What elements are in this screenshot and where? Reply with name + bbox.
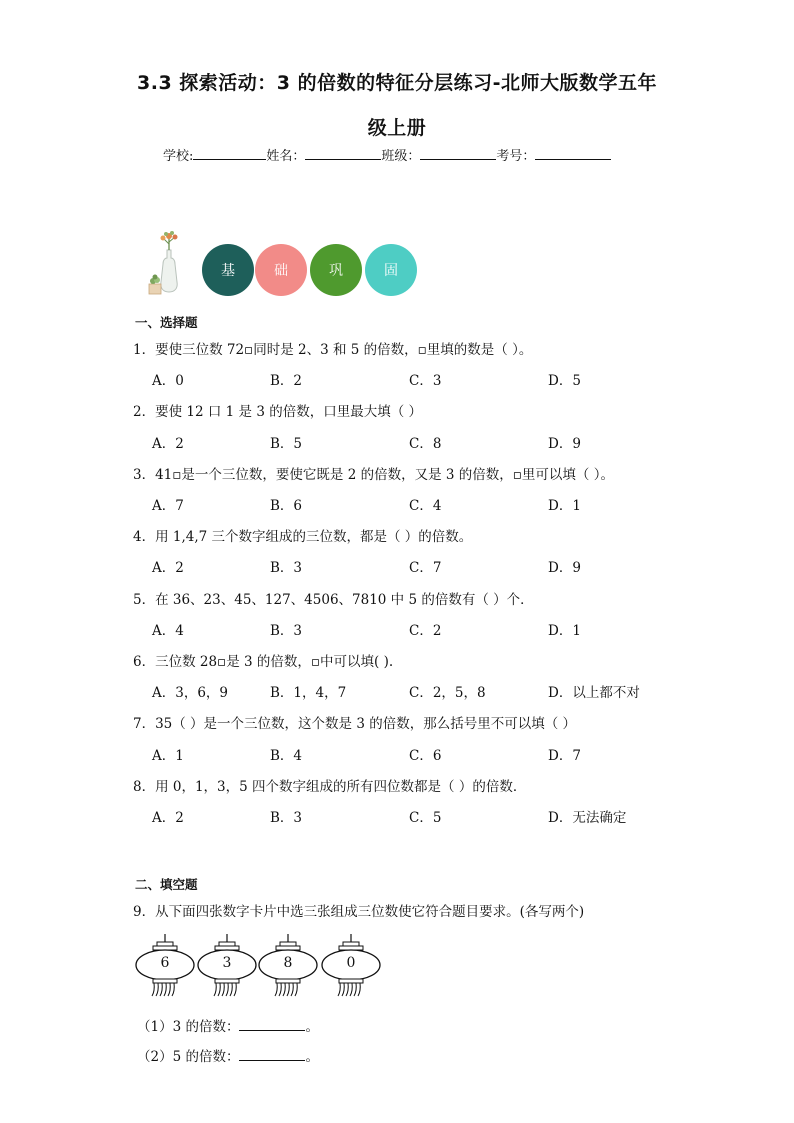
q3-option-c[interactable]: C．4 <box>409 498 442 514</box>
q6-option-d[interactable]: D．以上都不对 <box>548 685 640 701</box>
q9-sub-1-end: 。 <box>305 1019 319 1035</box>
card-digit: 8 <box>283 955 293 971</box>
banner-circle-3: 巩 <box>310 244 362 296</box>
question-8: 8．用 0，1，3，5 四个数字组成的所有四位数都是（ ）的倍数． <box>133 779 527 795</box>
lantern-card-2 <box>196 934 258 998</box>
q8-option-d[interactable]: D．无法确定 <box>548 810 627 826</box>
q2-option-d[interactable]: D．9 <box>548 436 581 452</box>
school-label: 学校: <box>163 149 194 164</box>
card-digit: 0 <box>346 955 356 971</box>
banner-circle-1: 基 <box>202 244 254 296</box>
q9-sub-1-label: （1）3 的倍数： <box>137 1019 240 1035</box>
card-digit: 3 <box>222 955 232 971</box>
question-1: 1．要使三位数 72▫同时是 2、3 和 5 的倍数，▫里填的数是（ ）。 <box>133 342 533 358</box>
q9-sub-2-end: 。 <box>305 1049 319 1065</box>
q8-option-c[interactable]: C．5 <box>409 810 442 826</box>
q5-option-b[interactable]: B．3 <box>270 623 303 639</box>
q4-option-a[interactable]: A．2 <box>152 560 184 576</box>
q5-option-a[interactable]: A．4 <box>152 623 184 639</box>
q6-option-a[interactable]: A．3，6，9 <box>152 685 229 701</box>
page-title: 3.3 探索活动：3 的倍数的特征分层练习-北师大版数学五年 <box>137 72 657 94</box>
q9-sub-2-label: （2）5 的倍数： <box>137 1049 240 1065</box>
banner-circle-4: 固 <box>365 244 417 296</box>
question-2: 2．要使 12 口 1 是 3 的倍数，口里最大填（ ） <box>133 404 422 420</box>
q2-option-c[interactable]: C．8 <box>409 436 442 452</box>
lantern-card-4 <box>320 934 382 998</box>
question-5: 5．在 36、23、45、127、4506、7810 中 5 的倍数有（ ）个． <box>133 592 534 608</box>
question-6: 6．三位数 28▫是 3 的倍数，▫中可以填( ). <box>133 654 394 670</box>
q6-option-b[interactable]: B．1，4，7 <box>270 685 347 701</box>
class-blank[interactable] <box>420 145 496 160</box>
student-info <box>163 145 611 164</box>
question-3: 3．41▫是一个三位数，要使它既是 2 的倍数，又是 3 的倍数，▫里可以填（ ）。 <box>133 467 614 483</box>
q3-option-b[interactable]: B．6 <box>270 498 303 514</box>
q7-option-d[interactable]: D．7 <box>548 748 581 764</box>
banner-circle-2: 础 <box>255 244 307 296</box>
lantern-card-1 <box>134 934 196 998</box>
q8-option-a[interactable]: A．2 <box>152 810 184 826</box>
section-heading-fill: 二、填空题 <box>135 877 198 892</box>
q9-sub-2-blank[interactable] <box>239 1046 305 1061</box>
page-title-line2: 级上册 <box>367 117 427 139</box>
number-label: 考号： <box>496 149 536 164</box>
q6-option-c[interactable]: C．2，5，8 <box>409 685 486 701</box>
q1-option-d[interactable]: D．5 <box>548 373 581 389</box>
name-blank[interactable] <box>305 145 381 160</box>
q5-option-c[interactable]: C．2 <box>409 623 442 639</box>
lantern-card-3 <box>257 934 319 998</box>
number-blank[interactable] <box>535 145 611 160</box>
question-9: 9．从下面四张数字卡片中选三张组成三位数使它符合题目要求。(各写两个) <box>133 904 585 920</box>
question-7: 7．35（ ）是一个三位数，这个数是 3 的倍数，那么括号里不可以填（ ） <box>133 716 577 732</box>
q8-option-b[interactable]: B．3 <box>270 810 303 826</box>
question-4: 4．用 1,4,7 三个数字组成的三位数，都是（ ）的倍数。 <box>133 529 473 545</box>
q4-option-d[interactable]: D．9 <box>548 560 581 576</box>
q9-sub-1-blank[interactable] <box>239 1016 305 1031</box>
q3-option-d[interactable]: D．1 <box>548 498 581 514</box>
plant-vase-icon <box>145 230 193 300</box>
q1-option-c[interactable]: C．3 <box>409 373 442 389</box>
name-label: 姓名： <box>266 149 306 164</box>
school-blank[interactable] <box>193 145 266 160</box>
q2-option-b[interactable]: B．5 <box>270 436 303 452</box>
q7-option-a[interactable]: A．1 <box>152 748 184 764</box>
q4-option-c[interactable]: C．7 <box>409 560 442 576</box>
q7-option-b[interactable]: B．4 <box>270 748 303 764</box>
q2-option-a[interactable]: A．2 <box>152 436 184 452</box>
q5-option-d[interactable]: D．1 <box>548 623 581 639</box>
q7-option-c[interactable]: C．6 <box>409 748 442 764</box>
card-digit: 6 <box>160 955 170 971</box>
class-label: 班级： <box>381 149 421 164</box>
q3-option-a[interactable]: A．7 <box>152 498 184 514</box>
q1-option-a[interactable]: A．0 <box>152 373 184 389</box>
q4-option-b[interactable]: B．3 <box>270 560 303 576</box>
q9-sub-1 <box>137 1015 319 1035</box>
q9-sub-2 <box>137 1045 319 1065</box>
section-heading-choice: 一、选择题 <box>135 315 198 330</box>
q1-option-b[interactable]: B．2 <box>270 373 303 389</box>
